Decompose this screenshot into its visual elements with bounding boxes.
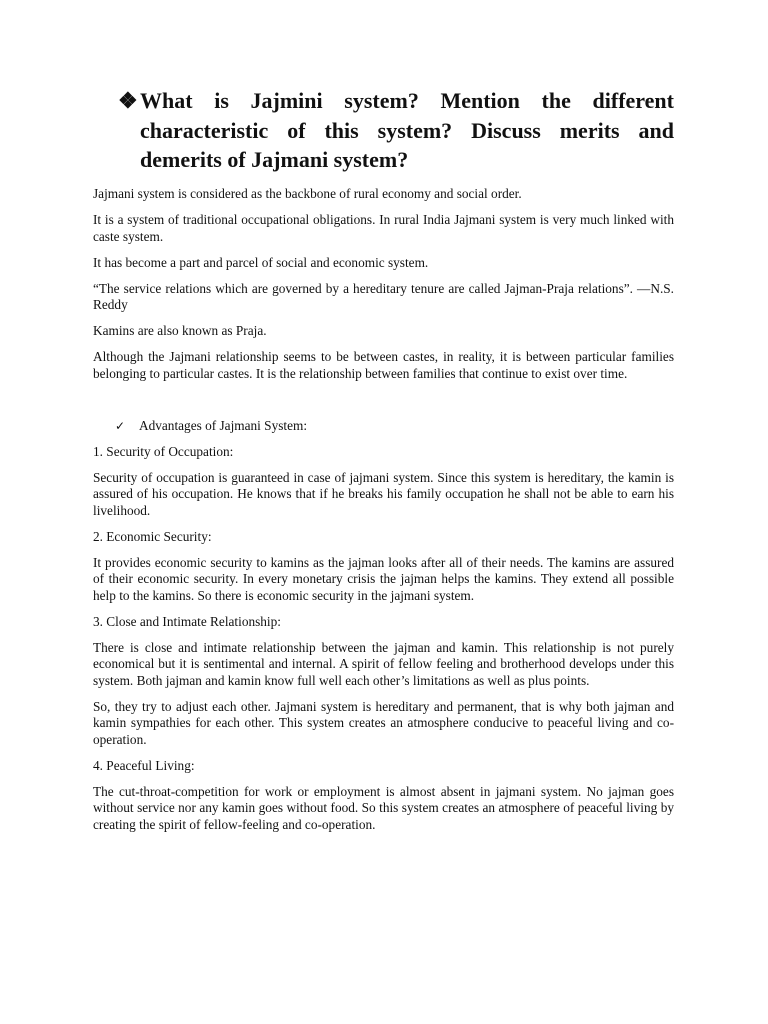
diamond-bullet-icon: ❖ <box>118 88 138 113</box>
checkmark-icon: ✓ <box>115 418 126 433</box>
document-body <box>93 186 674 843</box>
question-heading <box>118 86 674 175</box>
advantage-heading: 1. Security of Occupation: <box>93 443 234 459</box>
advantages-label: Advantages of Jajmani System: <box>139 417 308 433</box>
advantage-heading: 3. Close and Intimate Relationship: <box>93 613 281 629</box>
section-spacer <box>93 392 674 418</box>
advantage-paragraph: There is close and intimate relationship between the jajman and kamin. This relationship is not purely economical but it is sentimental and internal. A spirit of fellow feeling and brotherhood develops under this system. Both jajman and kamin know full well each other’s limitations as well as plus points. <box>93 639 674 688</box>
question-title: What is Jajmini system? Mention the different characteristic of this system? Discuss merits and demerits of Jajmani system? <box>140 88 674 172</box>
advantage-paragraph: The cut-throat-competition for work or employment is almost absent in jajmani system. No jajman goes without service nor any kamin goes without food. So this system creates an atmosphere of peaceful living by creating the spirit of fellow-feeling and co-operation. <box>93 783 674 832</box>
advantage-paragraph: Security of occupation is guaranteed in case of jajmani system. Since this system is hereditary, the kamin is assured of his occupation. He knows that if he breaks his family occupation he shall not be able to earn his livelihood. <box>93 469 674 518</box>
intro-paragraph: It is a system of traditional occupational obligations. In rural India Jajmani system is very much linked with caste system. <box>93 212 674 244</box>
intro-paragraph: Jajmani system is considered as the backbone of rural economy and social order. <box>93 186 522 201</box>
advantages-heading <box>115 418 674 435</box>
advantage-heading: 2. Economic Security: <box>93 528 212 544</box>
advantage-paragraph: It provides economic security to kamins as the jajman looks after all of their needs. The kamins are assured of their economic security. In every monetary crisis the jajman helps the kamins. They extend all possible help to the kamins. So there is economic security in the jajmani system. <box>93 554 674 603</box>
advantage-paragraph: So, they try to adjust each other. Jajmani system is hereditary and permanent, that is why both jajman and kamin sympathies for each other. This system creates an atmosphere conducive to peaceful living and co-operation. <box>93 698 674 747</box>
intro-paragraph: It has become a part and parcel of social and economic system. <box>93 254 429 270</box>
quote-paragraph: “The service relations which are governed by a hereditary tenure are called Jajman-Praja relations”. —N.S. Reddy <box>93 280 674 312</box>
intro-paragraph: Kamins are also known as Praja. <box>93 323 267 338</box>
advantage-heading: 4. Peaceful Living: <box>93 757 195 773</box>
intro-paragraph: Although the Jajmani relationship seems to be between castes, in reality, it is between particular families belonging to particular castes. It is the relationship between families that continue to exist over time. <box>93 349 674 381</box>
